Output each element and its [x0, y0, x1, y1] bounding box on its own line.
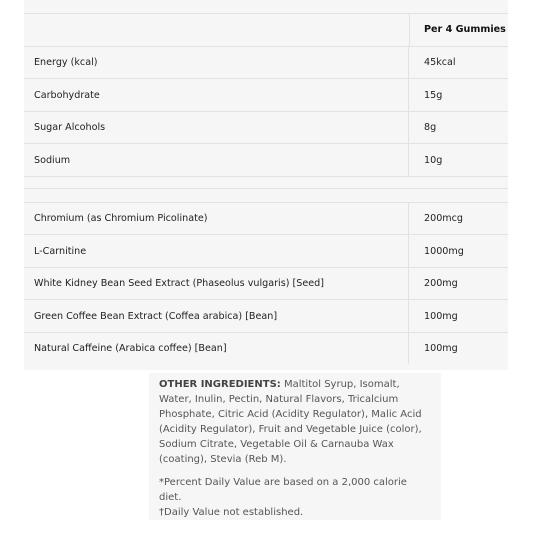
table-row: [24, 143, 508, 176]
other-ingredients-box: [149, 373, 441, 520]
other-ingredients-list: Maltitol Syrup, Isomalt, Water, Inulin, Pectin, Natural Flavors, Tricalcium Phosphate, Citric Acid (Acidity Regulator), Malic Acid (Acidity Regulator), Fruit and Vegetable Juice (color), Sodium Citrate, Vegetable Oil & Carnauba Wax (coating), Stevia (Reb M).: [159, 379, 422, 465]
nutrient-value: 45kcal: [424, 57, 456, 68]
nutrient-name: Sodium: [24, 144, 409, 176]
other-ingredients-label: OTHER INGREDIENTS:: [159, 379, 281, 390]
nutrient-value: 10g: [424, 154, 443, 166]
nutrient-name: Sugar Alcohols: [24, 112, 409, 143]
ingredient-name: Natural Caffeine (Arabica coffee) [Bean]: [24, 333, 409, 364]
other-ingredients-text: [159, 377, 431, 467]
table-header-row: [24, 13, 508, 46]
table-row: [24, 234, 508, 267]
nutrition-table: [24, 0, 508, 370]
daily-value-note: *Percent Daily Value are based on a 2,000 calorie diet.: [159, 477, 407, 503]
table-row: [24, 267, 508, 299]
table-row: [24, 78, 508, 111]
ingredient-amount: 100mg: [424, 343, 458, 354]
ingredient-name: Chromium (as Chromium Picolinate): [24, 203, 409, 234]
ingredient-amount: 200mcg: [424, 213, 464, 224]
table-row: [24, 202, 508, 234]
nutrient-name: Carbohydrate: [24, 79, 409, 111]
ingredient-amount: 100mg: [424, 310, 458, 322]
ingredient-name: L-Carnitine: [24, 235, 409, 267]
serving-size-header: Per 4 Gummies: [424, 24, 506, 35]
table-row: [24, 299, 508, 332]
nutrient-name: Energy (kcal): [24, 47, 409, 78]
nutrient-value: 15g: [424, 89, 443, 101]
section-spacer: [24, 176, 508, 188]
ingredient-name: Green Coffee Bean Extract (Coffea arabica) [Bean]: [24, 300, 409, 332]
ingredient-name: White Kidney Bean Seed Extract (Phaseolus vulgaris) [Seed]: [24, 268, 409, 299]
table-row: [24, 332, 508, 364]
section-spacer: [24, 188, 508, 202]
table-row: [24, 111, 508, 143]
table-row: [24, 46, 508, 78]
ingredient-amount: 200mg: [424, 278, 458, 289]
column-divider: [409, 14, 410, 47]
ingredient-amount: 1000mg: [424, 245, 464, 257]
not-established-note: †Daily Value not established.: [159, 507, 304, 518]
nutrient-value: 8g: [424, 122, 437, 133]
